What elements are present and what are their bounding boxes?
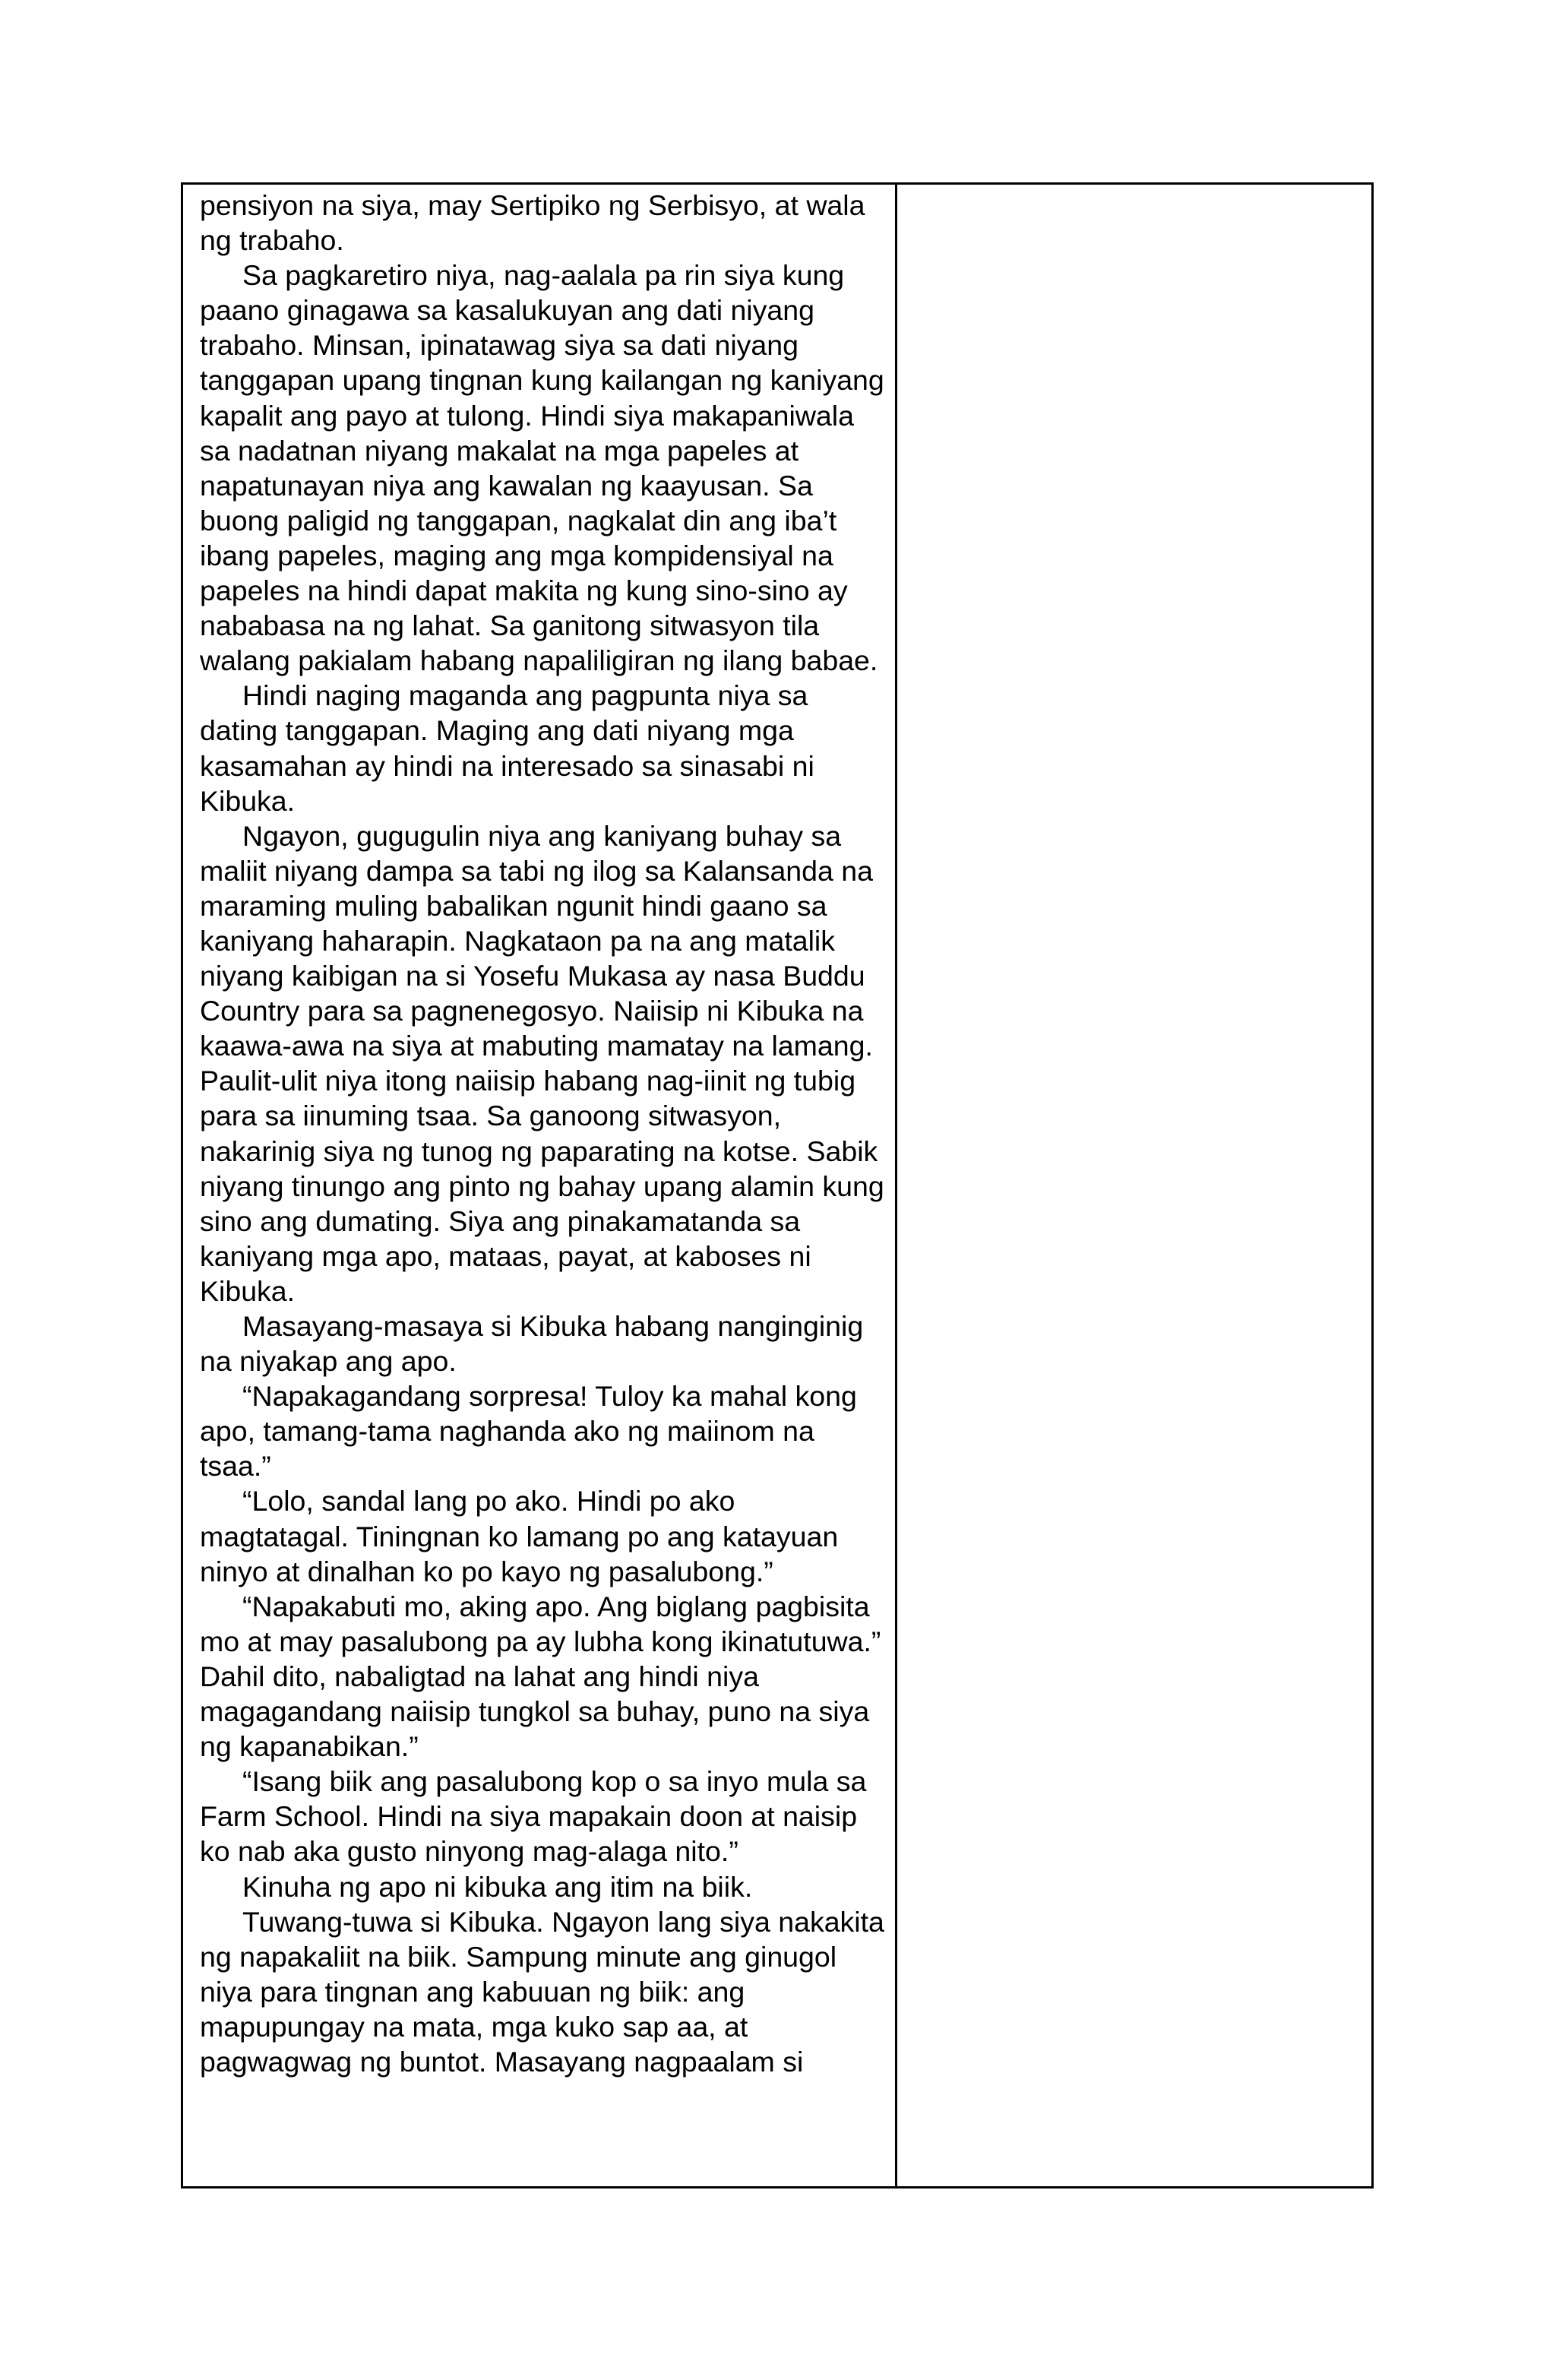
paragraph: Sa pagkaretiro niya, nag-aalala pa rin siya kung paano ginagawa sa kasalukuyan ang dati niyang trabaho. Minsan, ipinatawag siya sa dati niyang tanggapan upang tingnan kung kailangan ng kaniyang kapalit ang payo at tulong. Hindi siya makapaniwala sa nadatnan niyang makalat na mga papeles at napatunayan niya ang kawalan ng kaayusan. Sa buong paligid ng tanggapan, nagkalat din ang iba’t ibang papeles, maging ang mga kompidensiyal na papeles na hindi dapat makita ng kung sino-sino ay nababasa na ng lahat. Sa ganitong sitwasyon tila walang pakialam habang napaliligiran ng ilang babae. bbox=[200, 259, 884, 677]
document-table bbox=[181, 182, 1374, 2189]
paragraph: Kinuha ng apo ni kibuka ang itim na biik. bbox=[242, 1870, 753, 1903]
empty-column bbox=[897, 185, 1371, 2186]
paragraph: “Napakagandang sorpresa! Tuloy ka mahal kong apo, tamang-tama naghanda ako ng maiinom na tsaa.” bbox=[200, 1380, 857, 1483]
paragraph: “Isang biik ang pasalubong kop o sa inyo mula sa Farm School. Hindi na siya mapakain doon at naisip ko nab aka gusto ninyong mag-alaga nito.” bbox=[200, 1765, 867, 1868]
paragraph: pensiyon na siya, may Sertipiko ng Serbisyo, at wala ng trabaho. bbox=[200, 189, 865, 257]
paragraph: Masayang-masaya si Kibuka habang nanginginig na niyakap ang apo. bbox=[200, 1310, 864, 1378]
paragraph: “Napakabuti mo, aking apo. Ang biglang pagbisita mo at may pasalubong pa ay lubha kong ikinatutuwa.” Dahil dito, nabaligtad na lahat ang hindi niya magagandang naiisip tungkol sa buhay, puno na siya ng kapanabikan.” bbox=[200, 1590, 881, 1763]
paragraph: Hindi naging maganda ang pagpunta niya sa dating tanggapan. Maging ang dati niyang mga kasamahan ay hindi na interesado sa sinasabi ni Kibuka. bbox=[200, 679, 814, 817]
text-column bbox=[183, 185, 897, 2186]
paragraph: Ngayon, gugugulin niya ang kaniyang buhay sa maliit niyang dampa sa tabi ng ilog sa Kalansanda na maraming muling babalikan ngunit hindi gaano sa kaniyang haharapin. Nagkataon pa na ang matalik niyang kaibigan na si Yosefu Mukasa ay nasa Buddu Country para sa pagnenegosyo. Naiisip ni Kibuka na kaawa-awa na siya at mabuting mamatay na lamang. Paulit-ulit niya itong naiisip habang nag-iinit ng tubig para sa iinuming tsaa. Sa ganoong sitwasyon, nakarinig siya ng tunog ng paparating na kotse. Sabik niyang tinungo ang pinto ng bahay upang alamin kung sino ang dumating. Siya ang pinakamatanda sa kaniyang mga apo, mataas, payat, at kaboses ni Kibuka. bbox=[200, 819, 884, 1307]
paragraph: “Lolo, sandal lang po ako. Hindi po ako magtatagal. Tiningnan ko lamang po ang katayuan ninyo at dinalhan ko po kayo ng pasalubong.” bbox=[200, 1485, 839, 1587]
paragraph: Tuwang-tuwa si Kibuka. Ngayon lang siya nakakita ng napakaliit na biik. Sampung minute ang ginugol niya para tingnan ang kabuuan ng biik: ang mapupungay na mata, mga kuko sap aa, at pagwagwag ng buntot. Masayang nagpaalam si bbox=[200, 1905, 884, 2078]
